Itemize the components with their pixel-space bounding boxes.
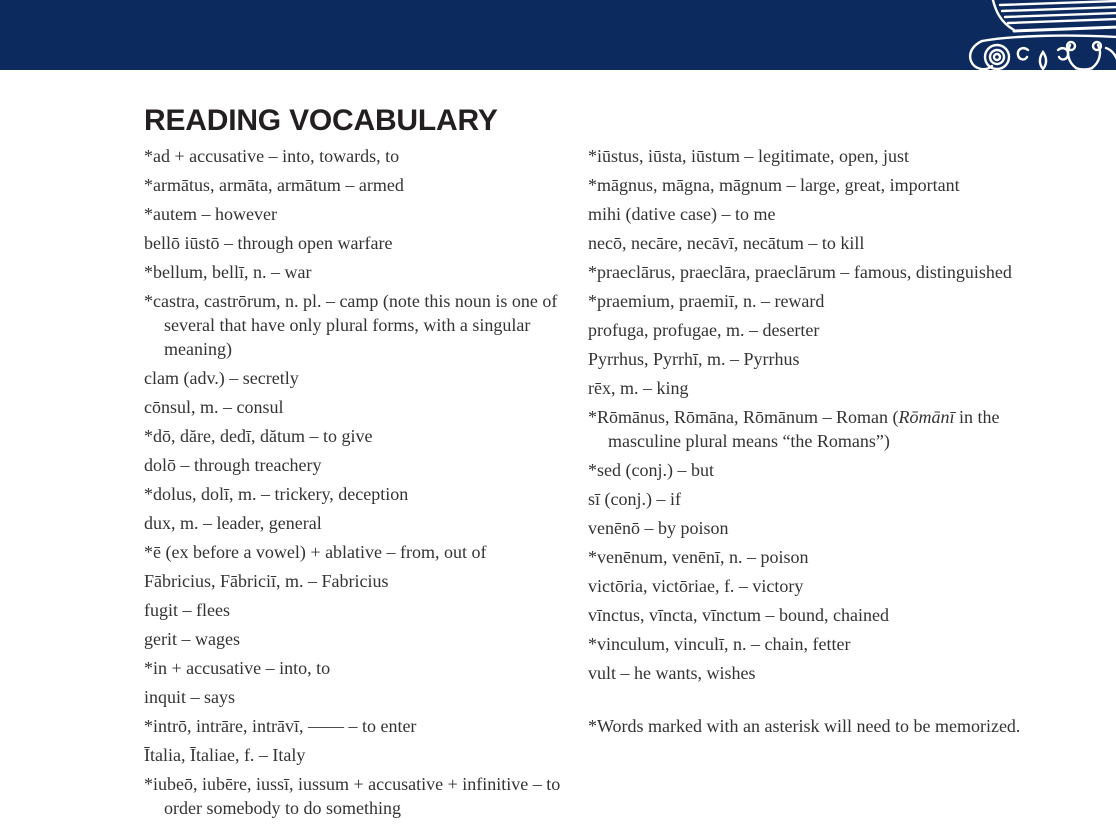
vocab-entry: *vinculum, vinculī, n. – chain, fetter — [588, 634, 851, 654]
vocab-entry: Pyrrhus, Pyrrhī, m. – Pyrrhus — [588, 349, 800, 369]
vocab-entry: necō, necāre, necāvī, necātum – to kill — [588, 233, 865, 253]
top-banner — [0, 0, 1116, 70]
vocab-entry: cōnsul, m. – consul — [144, 397, 284, 417]
vocab-entry: inquit – says — [144, 687, 236, 707]
vocab-entry: *autem – however — [144, 204, 277, 224]
page-content — [0, 70, 1116, 825]
page-title: READING VOCABULARY — [144, 104, 498, 137]
vocab-entry: *iubeō, iubēre, iussī, iussum + accusative + infinitive – to order somebody to do something — [144, 774, 561, 818]
vocab-entry: profuga, profugae, m. – deserter — [588, 320, 820, 340]
vocab-entry: victōria, victōriae, f. – victory — [588, 576, 804, 596]
vocab-entry: *castra, castrōrum, n. pl. – camp (note this noun is one of several that have only plural forms, with a singular meaning) — [144, 291, 558, 359]
vocab-entry: fugit – flees — [144, 600, 230, 620]
vocab-entry: *māgnus, māgna, māgnum – large, great, important — [588, 175, 960, 195]
vocab-entry: *ad + accusative – into, towards, to — [144, 146, 400, 166]
vocab-entry: *in + accusative – into, to — [144, 658, 331, 678]
vocab-entry: Ītalia, Ītaliae, f. – Italy — [144, 745, 306, 765]
vocab-entry: dolō – through treachery — [144, 455, 322, 475]
vocab-entry: *intrō, intrāre, intrāvī, —— – to enter — [144, 716, 417, 736]
vocab-entry: *iūstus, iūsta, iūstum – legitimate, open, just — [588, 146, 909, 166]
vocab-entry: *sed (conj.) – but — [588, 460, 714, 480]
vocab-entry: *dolus, dolī, m. – trickery, deception — [144, 484, 409, 504]
vocab-entry: *venēnum, venēnī, n. – poison — [588, 547, 809, 567]
vocab-entry: Fābricius, Fābriciī, m. – Fabricius — [144, 571, 389, 591]
vocab-columns — [144, 144, 1076, 825]
vocab-entry: dux, m. – leader, general — [144, 513, 322, 533]
vocab-column-left — [144, 144, 574, 825]
vocab-entry: vult – he wants, wishes — [588, 663, 756, 683]
vocab-entry: *ē (ex before a vowel) + ablative – from, out of — [144, 542, 487, 562]
ionic-column-capital-icon — [940, 0, 1116, 70]
footnote: *Words marked with an asterisk will need to be memorized. — [588, 716, 1021, 736]
vocab-entry: sī (conj.) – if — [588, 489, 681, 509]
vocab-entry: *dō, dăre, dedī, dătum – to give — [144, 426, 373, 446]
vocab-entry: mihi (dative case) – to me — [588, 204, 776, 224]
vocab-entry: gerit – wages — [144, 629, 240, 649]
vocab-entry: *Rōmānus, Rōmāna, Rōmānum – Roman (Rōmānī in the masculine plural means “the Romans”) — [588, 407, 1000, 451]
vocab-entry: bellō iūstō – through open warfare — [144, 233, 393, 253]
vocab-entry: *bellum, bellī, n. – war — [144, 262, 312, 282]
vocab-entry: venēnō – by poison — [588, 518, 729, 538]
vocab-entry: *praemium, praemiī, n. – reward — [588, 291, 825, 311]
vocab-entry: vīnctus, vīncta, vīnctum – bound, chained — [588, 605, 889, 625]
vocab-entry: *praeclārus, praeclāra, praeclārum – famous, distinguished — [588, 262, 1012, 282]
vocab-entry: rēx, m. – king — [588, 378, 689, 398]
vocab-entry: clam (adv.) – secretly — [144, 368, 299, 388]
vocab-entry: *armātus, armāta, armātum – armed — [144, 175, 404, 195]
vocab-column-right — [588, 144, 1026, 743]
